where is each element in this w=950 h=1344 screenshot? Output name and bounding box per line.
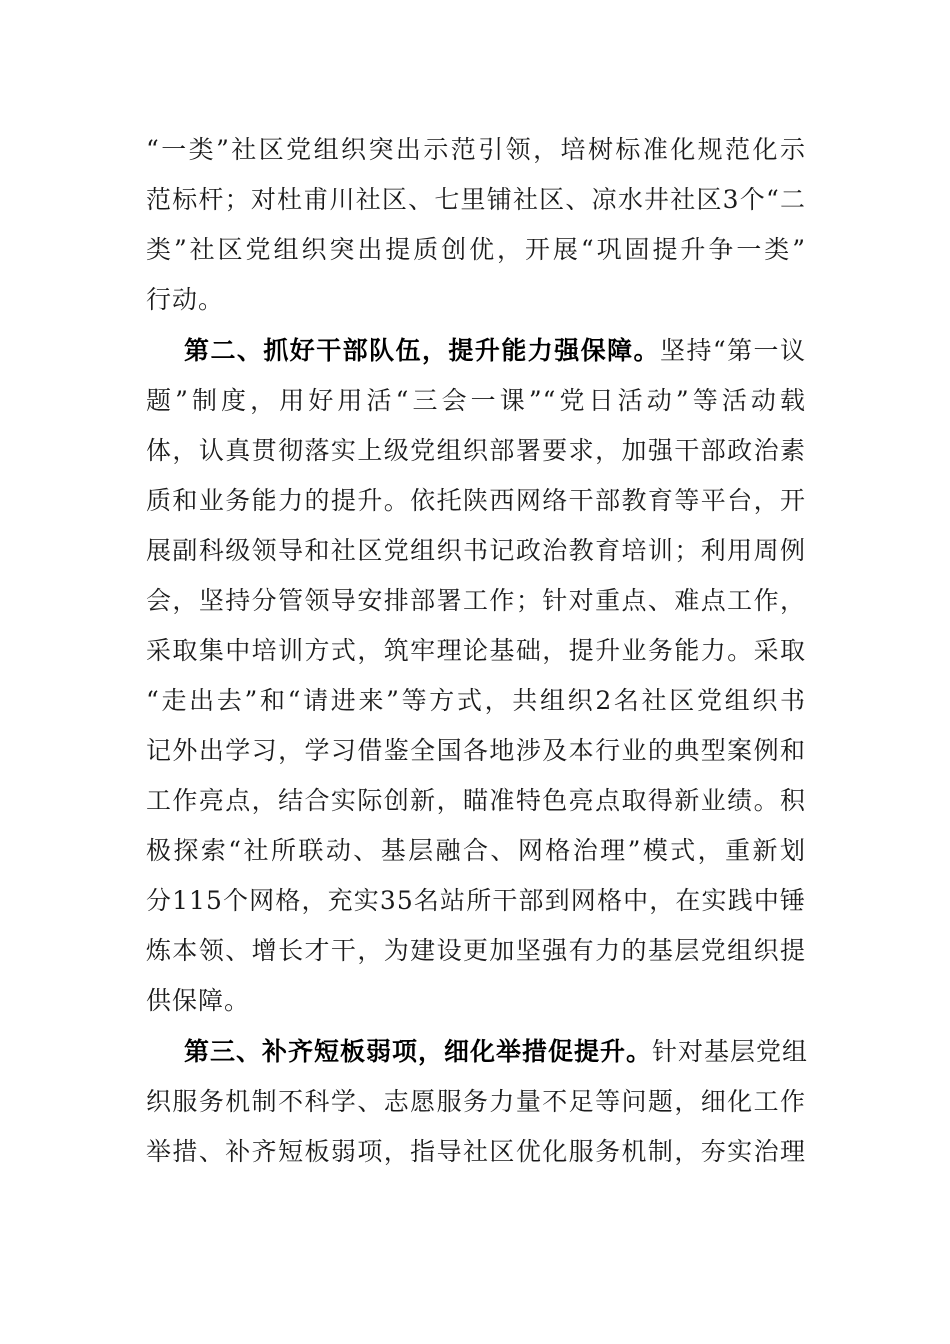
paragraph-2-line-10: 工作亮点，结合实际创新，瞄准特色亮点取得新业绩。积 [146, 786, 806, 815]
paragraph-2-line-7: 采取集中培训方式，筑牢理论基础，提升业务能力。采取 [146, 636, 806, 665]
paragraph-2-line-11: 极探索“社所联动、基层融合、网格治理”模式，重新划 [146, 836, 806, 865]
paragraph-2-line-2: 题”制度，用好用活“三会一课”“党日活动”等活动载 [146, 386, 806, 415]
paragraph-2-heading: 第二、抓好干部队伍，提升能力强保障。 [184, 336, 660, 365]
paragraph-2-line-8: “走出去”和“请进来”等方式，共组织2名社区党组织书 [146, 686, 806, 715]
paragraph-1-line-4: 行动。 [146, 285, 225, 314]
paragraph-3-heading: 第三、补齐短板弱项，细化举措促提升。 [184, 1037, 653, 1066]
paragraph-2-line-14: 供保障。 [146, 986, 251, 1015]
paragraph-2-line-13: 炼本领、增长才干，为建设更加坚强有力的基层党组织提 [146, 936, 806, 965]
paragraph-2-line-6: 会，坚持分管领导安排部署工作；针对重点、难点工作， [146, 586, 806, 615]
paragraph-1-line-3: 类”社区党组织突出提质创优，开展“巩固提升争一类” [146, 235, 806, 264]
paragraph-2-line-3: 体，认真贯彻落实上级党组织部署要求，加强干部政治素 [146, 436, 806, 465]
paragraph-3-line-2: 织服务机制不科学、志愿服务力量不足等问题，细化工作 [146, 1087, 806, 1116]
paragraph-2-line-9: 记外出学习，学习借鉴全国各地涉及本行业的典型案例和 [146, 736, 806, 765]
paragraph-2-line-1 [184, 331, 806, 371]
paragraph-3-line-1 [184, 1032, 809, 1072]
paragraph-1-line-2: 范标杆；对杜甫川社区、七里铺社区、凉水井社区3个“二 [146, 185, 806, 214]
paragraph-2-line-12: 分115个网格，充实35名站所干部到网格中，在实践中锤 [146, 886, 806, 915]
paragraph-2-line-4: 质和业务能力的提升。依托陕西网络干部教育等平台，开 [146, 486, 806, 515]
paragraph-1-line-1: “一类”社区党组织突出示范引领，培树标准化规范化示 [146, 135, 806, 164]
paragraph-3-first-line-text: 针对基层党组 [652, 1037, 809, 1066]
paragraph-2-first-line-text: 坚持“第一议 [660, 336, 806, 365]
paragraph-3-line-3: 举措、补齐短板弱项，指导社区优化服务机制，夯实治理 [146, 1137, 806, 1166]
paragraph-2-line-5: 展副科级领导和社区党组织书记政治教育培训；利用周例 [146, 536, 806, 565]
